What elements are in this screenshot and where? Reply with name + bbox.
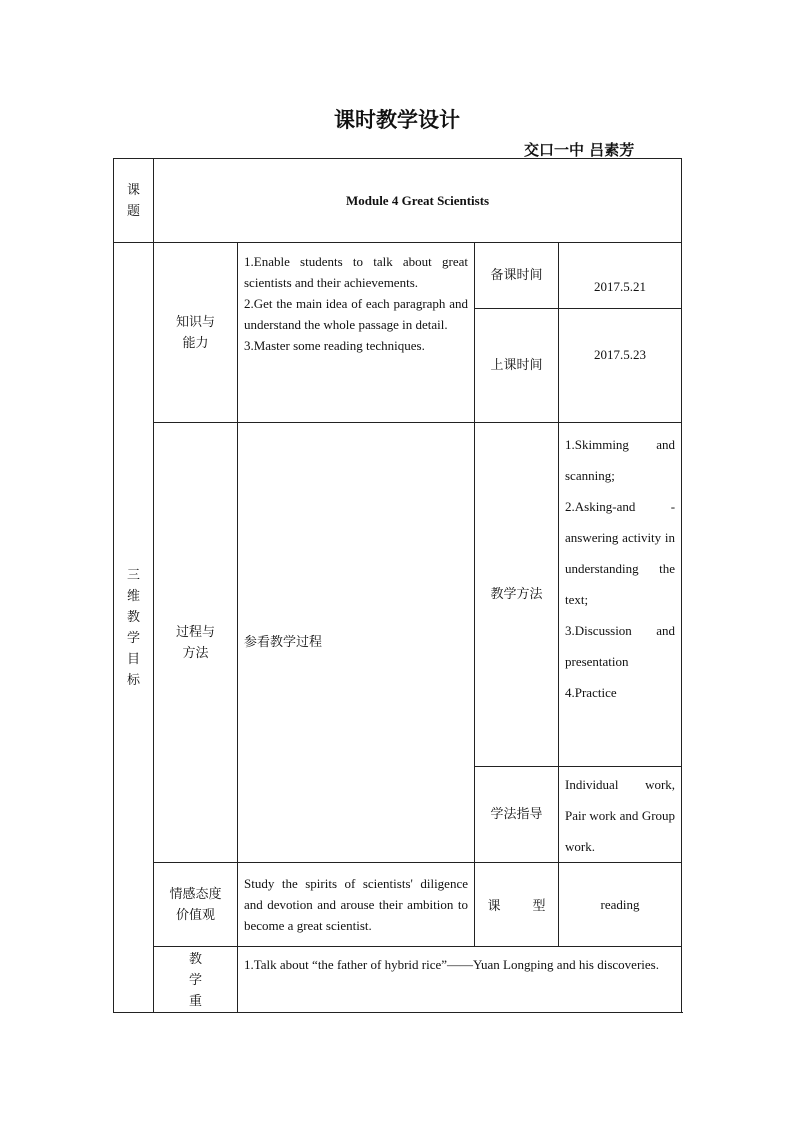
class-time-value: 2017.5.23 bbox=[559, 309, 682, 423]
focus-content: 1.Talk about “the father of hybrid rice”——Yuan Longping and his discoveries. bbox=[238, 947, 682, 1013]
focus-label: 教 学 重 bbox=[154, 947, 238, 1013]
study-guide-content: Individual work, Pair work and Group work. bbox=[559, 767, 682, 863]
lesson-plan-table bbox=[113, 158, 682, 1013]
prep-time-value: 2017.5.21 bbox=[559, 243, 682, 309]
process-content: 参看教学过程 bbox=[238, 423, 475, 863]
method-label: 教学方法 bbox=[475, 423, 559, 767]
emotion-label: 情感态度 价值观 bbox=[154, 863, 238, 947]
type-value: reading bbox=[559, 863, 682, 947]
study-guide-label: 学法指导 bbox=[475, 767, 559, 863]
knowledge-label: 知识与 能力 bbox=[154, 243, 238, 423]
page-title: 课时教学设计 bbox=[334, 108, 460, 132]
method-content: 1.Skimming and scanning; 2.Asking-and - answering activity in understanding the text; 3.Discussion and presentation 4.Practice bbox=[559, 423, 682, 767]
author: 交口一中 吕素芳 bbox=[524, 141, 635, 159]
process-label: 过程与 方法 bbox=[154, 423, 238, 863]
class-time-label: 上课时间 bbox=[475, 309, 559, 423]
type-label: 课 型 bbox=[475, 863, 559, 947]
knowledge-content: 1.Enable students to talk about great scientists and their achievements. 2.Get the main idea of each paragraph and understand the whole passage in detail. 3.Master some reading techniques. bbox=[238, 243, 475, 423]
prep-time-label: 备课时间 bbox=[475, 243, 559, 309]
topic-value: Module 4 Great Scientists bbox=[154, 159, 682, 243]
emotion-content: Study the spirits of scientists' diligence and devotion and arouse their ambition to become a great scientist. bbox=[238, 863, 475, 947]
topic-label: 课 题 bbox=[114, 159, 154, 243]
goals-label: 三 维 教 学 目 标 bbox=[114, 243, 154, 1013]
